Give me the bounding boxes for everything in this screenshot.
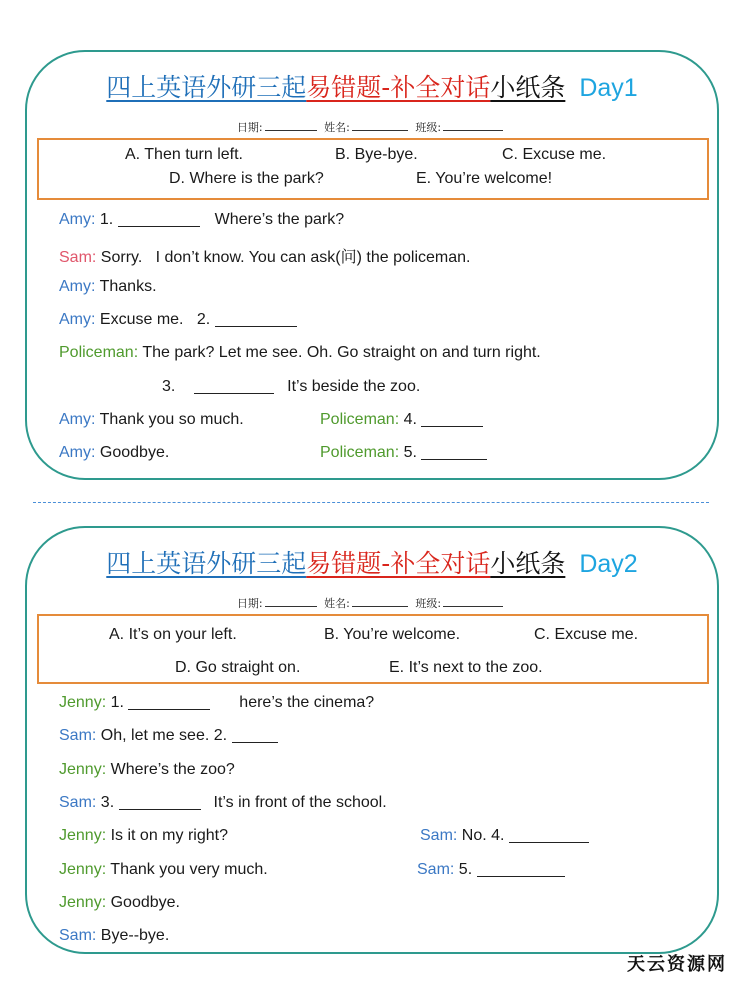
answer-blank-3[interactable] (194, 380, 274, 394)
line-text: Where’s the zoo? (110, 761, 235, 778)
title-note: 小纸条 (490, 549, 566, 578)
answer-blank-4[interactable] (421, 413, 483, 427)
worksheet-card-day2 (25, 526, 719, 954)
card-title (27, 544, 717, 580)
dialogue-line-6b (417, 861, 565, 879)
blank-number: 5. (458, 861, 473, 878)
speaker-label: Amy: (59, 411, 96, 428)
answer-blank-1[interactable] (118, 213, 200, 227)
name-field[interactable] (352, 597, 408, 607)
date-field[interactable] (265, 121, 317, 131)
line-text: Sorry. I don’t know. You can ask(问) the policeman. (100, 249, 471, 266)
title-day: Day1 (579, 74, 638, 102)
option-e: E. You’re welcome! (416, 170, 553, 187)
dialogue-line-5 (59, 344, 541, 362)
answer-blank-1[interactable] (128, 696, 210, 710)
dialogue-line-5 (59, 827, 228, 845)
speaker-label: Jenny: (59, 861, 107, 878)
class-label: 班级: (415, 121, 442, 134)
line-text: Thank you so much. (99, 411, 244, 428)
line-text: It’s in front of the school. (213, 794, 387, 811)
blank-number: 5. (403, 444, 417, 461)
dialogue-line-3 (59, 278, 157, 296)
option-a: A. It’s on your left. (109, 626, 237, 643)
title-topic: 易错题-补全对话 (306, 549, 491, 578)
dialogue-line-2 (59, 244, 470, 267)
title-note: 小纸条 (490, 73, 566, 102)
title-course: 四上英语外研三起 (106, 549, 307, 578)
answer-blank-4[interactable] (509, 829, 589, 843)
title-course: 四上英语外研三起 (106, 73, 307, 102)
option-c: C. Excuse me. (502, 146, 607, 163)
option-e: E. It’s next to the zoo. (389, 659, 543, 676)
blank-number: 1. (99, 211, 114, 228)
dialogue-line-2 (59, 727, 278, 745)
speaker-label: Jenny: (59, 694, 107, 711)
speaker-label: Sam: (417, 861, 455, 878)
option-a: A. Then turn left. (125, 146, 243, 163)
speaker-label: Amy: (59, 211, 96, 228)
answer-blank-2[interactable] (232, 729, 278, 743)
dialogue-line-6 (162, 378, 420, 396)
options-row-1 (39, 140, 707, 170)
dialogue-line-5b (420, 827, 589, 845)
option-b: B. Bye-bye. (335, 146, 418, 163)
line-text: Goodbye. (110, 894, 180, 911)
blank-number: 3. (162, 378, 176, 395)
answer-blank-3[interactable] (119, 796, 201, 810)
answer-blank-2[interactable] (215, 313, 297, 327)
option-c: C. Excuse me. (534, 626, 639, 643)
card-title (27, 68, 717, 104)
line-text: The park? Let me see. Oh. Go straight on and turn right. (142, 344, 541, 361)
speaker-label: Sam: (59, 927, 97, 944)
speaker-label: Policeman: (320, 411, 400, 428)
site-watermark: 天云资源网 (627, 954, 727, 975)
speaker-label: Jenny: (59, 894, 107, 911)
options-row-2 (39, 650, 707, 684)
title-day: Day2 (579, 550, 638, 578)
title-topic: 易错题-补全对话 (306, 73, 491, 102)
dialogue-line-7b (320, 411, 483, 429)
options-box (37, 138, 709, 200)
dialogue-line-4 (59, 794, 387, 812)
answer-blank-5[interactable] (421, 446, 487, 460)
line-text: Is it on my right? (110, 827, 228, 844)
date-label: 日期: (236, 597, 263, 610)
dialogue-line-8 (59, 927, 169, 945)
speaker-label: Sam: (59, 794, 97, 811)
answer-blank-5[interactable] (477, 863, 565, 877)
speaker-label: Amy: (59, 444, 96, 461)
dialogue-line-1 (59, 694, 374, 712)
class-label: 班级: (415, 597, 442, 610)
option-d: D. Where is the park? (169, 170, 324, 187)
date-label: 日期: (236, 121, 263, 134)
line-text: Thanks. (99, 278, 157, 295)
date-field[interactable] (265, 597, 317, 607)
line-text: Where’s the park? (214, 211, 345, 228)
dialogue-line-8b (320, 444, 487, 462)
line-text: Thank you very much. (110, 861, 268, 878)
name-label: 姓名: (324, 121, 350, 134)
speaker-label: Amy: (59, 278, 96, 295)
name-field[interactable] (352, 121, 408, 131)
class-field[interactable] (443, 597, 503, 607)
line-text: No. 4. (461, 827, 505, 844)
option-b: B. You’re welcome. (324, 626, 461, 643)
blank-number: 4. (403, 411, 417, 428)
dialogue-line-3 (59, 761, 235, 779)
options-row-1 (39, 616, 707, 650)
dialogue-line-4 (59, 311, 297, 329)
speaker-label: Sam: (59, 727, 97, 744)
line-text: Goodbye. (99, 444, 170, 461)
cut-line-divider (33, 502, 709, 503)
dialogue-line-8 (59, 444, 169, 462)
blank-number: 1. (110, 694, 124, 711)
line-text: here’s the cinema? (239, 694, 375, 711)
name-label: 姓名: (324, 597, 350, 610)
student-info-row (27, 595, 717, 611)
dialogue-line-7 (59, 411, 244, 429)
dialogue-line-1 (59, 211, 344, 229)
speaker-label: Jenny: (59, 761, 107, 778)
line-text: Oh, let me see. 2. (100, 727, 228, 744)
dialogue-line-6 (59, 861, 268, 879)
line-text: Bye--bye. (100, 927, 170, 944)
speaker-label: Policeman: (59, 344, 139, 361)
speaker-label: Policeman: (320, 444, 400, 461)
options-box (37, 614, 709, 684)
student-info-row (27, 119, 717, 135)
dialogue-line-7 (59, 894, 180, 912)
line-text: It’s beside the zoo. (287, 378, 421, 395)
line-text: Excuse me. 2. (99, 311, 211, 328)
worksheet-card-day1 (25, 50, 719, 480)
speaker-label: Sam: (59, 249, 97, 266)
blank-number: 3. (100, 794, 115, 811)
class-field[interactable] (443, 121, 503, 131)
speaker-label: Jenny: (59, 827, 107, 844)
speaker-label: Amy: (59, 311, 96, 328)
options-row-2 (39, 170, 707, 200)
option-d: D. Go straight on. (175, 659, 301, 676)
speaker-label: Sam: (420, 827, 458, 844)
